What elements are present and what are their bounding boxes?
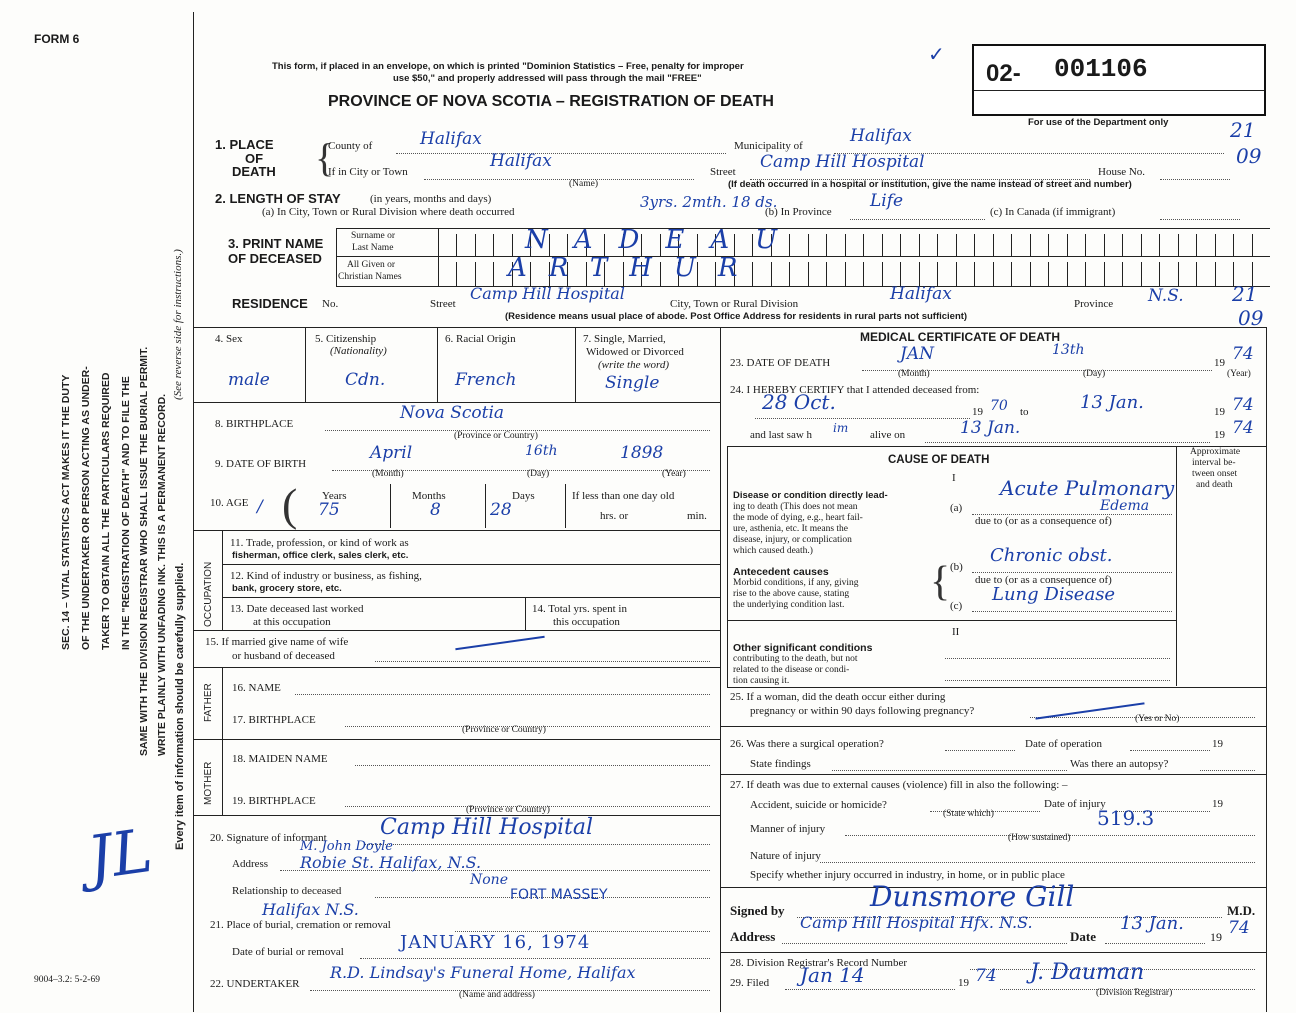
signed-yr-pre: 19	[1210, 930, 1222, 944]
last-year: 74	[1232, 418, 1254, 438]
other-1: Other significant conditions	[733, 642, 873, 654]
q25-a: 25. If a woman, did the death occur either during	[730, 691, 946, 703]
dept-code-2: 09	[1236, 144, 1262, 168]
name-caption: (Name)	[569, 179, 599, 189]
place-note: (If death occurred in a hospital or institution, give the name instead of street and number)	[728, 179, 1132, 190]
occupation-side-label: OCCUPATION	[203, 561, 214, 627]
age-months: 8	[430, 500, 441, 520]
ante-1: Antecedent causes	[733, 566, 829, 578]
hrs-label: hrs. or	[600, 510, 629, 522]
death-month: JAN	[900, 344, 934, 364]
name-cell-divider	[1104, 234, 1105, 256]
dob-year: 1898	[620, 443, 664, 463]
signed-label: Signed by	[730, 903, 785, 918]
stay-c-label: (c) In Canada (if immigrant)	[990, 206, 1116, 218]
q28-label: 28. Division Registrar's Record Number	[730, 957, 908, 969]
cause-header: CAUSE OF DEATH	[888, 454, 990, 466]
name-cell-divider	[1067, 262, 1068, 286]
q15-label-b: or husband of deceased	[232, 650, 335, 662]
side-note-6: WRITE PLAINLY WITH UNFADING INK. THIS IS A PERMANENT RECORD.	[156, 393, 168, 756]
county-value: Halifax	[420, 129, 482, 149]
min-label: min.	[687, 510, 707, 522]
dob-day: 16th	[525, 443, 558, 459]
city-value: Halifax	[490, 151, 552, 171]
from-year: 70	[990, 398, 1008, 414]
reg-caption: For use of the Department only	[1028, 117, 1169, 128]
side-note-2: OF THE UNDERTAKER OR PERSON ACTING AS UNDER-	[80, 366, 92, 650]
place-label-3: DEATH	[232, 164, 276, 179]
q26-yr: 19	[1212, 738, 1223, 750]
surname-label-2: Last Name	[352, 243, 394, 253]
ante-2: Morbid conditions, if any, giving	[733, 578, 859, 588]
due-to-2: due to (or as a consequence of)	[975, 574, 1112, 586]
name-cell-divider	[1067, 234, 1068, 256]
cause-c-label: (c)	[950, 600, 963, 612]
mother-side-label: MOTHER	[203, 761, 214, 805]
burial-place: Halifax N.S.	[262, 900, 359, 919]
burial-date-label: Date of burial or removal	[232, 946, 344, 958]
name-cell-divider	[845, 262, 846, 286]
surname-label-1: Surname or	[351, 231, 396, 241]
signed-date-label: Date	[1070, 929, 1096, 944]
informant-address: Robie St. Halifax, N.S.	[300, 853, 482, 872]
informant-address-label: Address	[232, 858, 269, 870]
name-cell-divider	[1122, 262, 1123, 286]
q23-label: 23. DATE OF DEATH	[730, 357, 831, 369]
age-brace-icon: (	[282, 479, 298, 530]
signed-date: 13 Jan.	[1120, 913, 1184, 934]
side-note-7: (See reverse side for instructions.)	[172, 249, 184, 400]
surname-value: NADEAU	[525, 225, 804, 255]
dept-code-1: 21	[1230, 118, 1256, 142]
street-label: Street	[710, 166, 736, 178]
q12-label-a: 12. Kind of industry or business, as fishing,	[230, 570, 422, 582]
q27-specify: Specify whether injury occurred in industry, in home, or in public place	[750, 869, 1065, 881]
dob-label: 9. DATE OF BIRTH	[215, 458, 307, 470]
sex-value: male	[228, 370, 270, 390]
name-cell-divider	[456, 234, 457, 256]
signed-md: M.D.	[1227, 903, 1256, 918]
name-cell-divider	[475, 262, 476, 286]
burial-date: JANUARY 16, 1974	[400, 932, 591, 953]
residence-no-label: No.	[322, 298, 339, 310]
father-caption: (Province or Country)	[462, 725, 546, 735]
municipality-label: Municipality of	[734, 140, 803, 152]
name-cell-divider	[1252, 234, 1253, 256]
years-label: Years	[322, 490, 347, 502]
dob-year-caption: (Year)	[662, 469, 686, 479]
q26-date: Date of operation	[1025, 738, 1102, 750]
mother-caption: (Province or Country)	[466, 805, 550, 815]
name-cell-divider	[826, 234, 827, 256]
citizenship-label: 5. Citizenship	[315, 333, 377, 345]
residence-label: RESIDENCE	[232, 296, 308, 311]
marital-label-2: Widowed or Divorced	[586, 346, 684, 358]
name-cell-divider	[882, 234, 883, 256]
registration-number-box	[972, 44, 1266, 116]
page-title: PROVINCE OF NOVA SCOTIA – REGISTRATION OF DEATH	[328, 93, 774, 110]
residence-street-label: Street	[430, 298, 456, 310]
citizenship-note: (Nationality)	[330, 345, 387, 357]
father-side-label: FATHER	[203, 683, 214, 722]
age-days: 28	[490, 500, 512, 520]
county-label: County of	[328, 140, 373, 152]
dash-strike	[455, 636, 544, 651]
name-cell-divider	[1215, 234, 1216, 256]
direct-3: the mode of dying, e.g., heart fail-	[733, 513, 863, 523]
name-cell-divider	[1030, 234, 1031, 256]
residence-province: N.S.	[1148, 286, 1184, 306]
side-note-8: Every item of information should be carefully supplied.	[174, 562, 186, 850]
roman-1: I	[952, 472, 956, 484]
name-cell-divider	[863, 234, 864, 256]
q27-yr: 19	[1212, 798, 1223, 810]
undertaker-value: R.D. Lindsay's Funeral Home, Halifax	[330, 963, 636, 982]
cause-a-value-2: Edema	[1100, 498, 1150, 514]
name-cell-divider	[1122, 234, 1123, 256]
q27-manner: Manner of injury	[750, 823, 826, 835]
check-mark-icon: ✓	[928, 44, 945, 66]
residence-province-label: Province	[1074, 298, 1114, 310]
signed-signature: Dunsmore Gill	[870, 880, 1075, 913]
handwritten-initials: JL	[83, 815, 157, 895]
dept-code-3: 21	[1232, 282, 1258, 306]
informant-sub: M. John Doyle	[300, 839, 393, 854]
q29-yr-pre: 19	[958, 977, 969, 989]
cause-b-value: Chronic obst.	[990, 545, 1113, 566]
age-tick-icon: /	[257, 497, 263, 517]
q25-caption: (Yes or No)	[1135, 714, 1180, 724]
days-label: Days	[512, 490, 535, 502]
side-note-5: SAME WITH THE DIVISION REGISTRAR WHO SHALL ISSUE THE BURIAL PERMIT.	[138, 346, 150, 756]
name-cell-divider	[900, 262, 901, 286]
under-day-label: If less than one day old	[572, 490, 675, 502]
last-year-pre: 19	[1214, 429, 1225, 441]
father-bp-label: 17. BIRTHPLACE	[232, 714, 316, 726]
q12-label-b: bank, grocery store, etc.	[232, 583, 342, 594]
cause-c-value: Lung Disease	[992, 584, 1116, 605]
mother-maiden-label: 18. MAIDEN NAME	[232, 753, 328, 765]
ante-3: rise to the above cause, stating	[733, 589, 850, 599]
q24-label: 24. I HEREBY CERTIFY that I attended deceased from:	[730, 384, 980, 396]
q26-autopsy: Was there an autopsy?	[1070, 758, 1169, 770]
side-note-3: TAKER TO OBTAIN ALL THE PARTICULARS REQUIRED	[100, 372, 112, 650]
signed-yr: 74	[1228, 918, 1250, 938]
name-label-1: 3. PRINT NAME	[228, 236, 324, 251]
sex-label: 4. Sex	[215, 333, 243, 345]
name-cell-divider	[1159, 234, 1160, 256]
residence-city-label: City, Town or Rural Division	[670, 298, 799, 310]
name-cell-divider	[789, 262, 790, 286]
name-cell-divider	[493, 262, 494, 286]
name-cell-divider	[1233, 234, 1234, 256]
marital-label-3: (write the word)	[598, 359, 670, 371]
q29-label: 29. Filed	[730, 977, 770, 989]
name-cell-divider	[937, 234, 938, 256]
dob-day-caption: (Day)	[527, 469, 550, 479]
cause-a-value: Acute Pulmonary	[1000, 476, 1175, 500]
to-year-pre: 19	[1214, 406, 1225, 418]
name-cell-divider	[937, 262, 938, 286]
mailing-notice-2: use $50," and properly addressed will pass through the mail "FREE"	[393, 73, 702, 84]
q26-a: 26. Was there a surgical operation?	[730, 738, 884, 750]
citizenship-value: Cdn.	[345, 370, 386, 390]
q27-nature: Nature of injury	[750, 850, 821, 862]
direct-6: which caused death.)	[733, 546, 813, 556]
dob-month: April	[370, 443, 413, 463]
to-year: 74	[1232, 395, 1254, 415]
race-label: 6. Racial Origin	[445, 333, 516, 345]
other-2: contributing to the death, but not	[733, 654, 858, 664]
name-cell-divider	[1159, 262, 1160, 286]
q26-findings: State findings	[750, 758, 811, 770]
other-4: tion causing it.	[733, 676, 790, 686]
name-cell-divider	[771, 262, 772, 286]
house-label: House No.	[1098, 166, 1146, 178]
name-cell-divider	[826, 262, 827, 286]
given-label-2: Christian Names	[338, 272, 402, 282]
name-cell-divider	[993, 262, 994, 286]
name-cell-divider	[1085, 262, 1086, 286]
relationship-label: Relationship to deceased	[232, 885, 342, 897]
name-cell-divider	[1196, 234, 1197, 256]
mailing-notice-1: This form, if placed in an envelope, on which is printed "Dominion Statistics – Free, penalty for improper	[272, 61, 744, 72]
name-cell-divider	[956, 234, 957, 256]
death-day-caption: (Day)	[1083, 369, 1106, 379]
name-cell-divider	[919, 262, 920, 286]
q27-code: 519.3	[1097, 806, 1155, 830]
name-cell-divider	[1104, 262, 1105, 286]
name-cell-divider	[1048, 262, 1049, 286]
residence-street: Camp Hill Hospital	[470, 284, 625, 303]
name-cell-divider	[1178, 262, 1179, 286]
burial-place-2: FORT MASSEY	[510, 887, 608, 903]
name-cell-divider	[1141, 234, 1142, 256]
name-cell-divider	[1215, 262, 1216, 286]
reg-number: 001106	[1054, 54, 1148, 84]
last-date: 13 Jan.	[960, 418, 1021, 438]
due-to-1: due to (or as a consequence of)	[975, 515, 1112, 527]
signed-address: Camp Hill Hospital Hfx. N.S.	[800, 913, 1033, 932]
stay-label: 2. LENGTH OF STAY	[215, 191, 341, 206]
stay-b-label: (b) In Province	[765, 206, 832, 218]
q29-yr: 74	[975, 966, 997, 986]
dob-month-caption: (Month)	[372, 469, 404, 479]
name-cell-divider	[974, 262, 975, 286]
stay-a-value: 3yrs. 2mth. 18 ds.	[640, 193, 778, 211]
death-year: 74	[1232, 344, 1254, 364]
informant-sig-label: 20. Signature of informant	[210, 832, 327, 844]
municipality-value: Halifax	[850, 126, 912, 146]
street-value: Camp Hill Hospital	[760, 152, 925, 172]
direct-2: ing to death (This does not mean	[733, 502, 858, 512]
form-code: 9004–3.2: 5-2-69	[34, 975, 100, 985]
side-note-4: IN THE "REGISTRATION OF DEATH" AND TO FILE THE	[120, 376, 132, 650]
birthplace-caption: (Province or Country)	[454, 431, 538, 441]
q14-label-a: 14. Total yrs. spent in	[532, 603, 627, 615]
death-day: 13th	[1052, 342, 1085, 358]
name-label-2: OF DECEASED	[228, 251, 322, 266]
name-cell-divider	[1085, 234, 1086, 256]
to-label: to	[1020, 406, 1029, 418]
to-date: 13 Jan.	[1080, 392, 1144, 413]
name-cell-divider	[882, 262, 883, 286]
stay-b-value: Life	[870, 191, 904, 211]
side-note-1: SEC. 14 – VITAL STATISTICS ACT MAKES IT THE DUTY	[60, 374, 72, 650]
other-3: related to the disease or condi-	[733, 665, 850, 675]
signed-address-label: Address	[730, 929, 776, 944]
interval-1: Approximate	[1190, 447, 1241, 457]
name-cell-divider	[919, 234, 920, 256]
relationship-value: None	[470, 872, 508, 888]
death-year-pre: 19	[1214, 357, 1225, 369]
reg-prefix: 02-	[986, 60, 1021, 87]
q29-registrar: J. Dauman	[1030, 960, 1145, 985]
name-cell-divider	[1011, 234, 1012, 256]
direct-4: ure, asthenia, etc. It means the	[733, 524, 849, 534]
q27-state: (State which)	[943, 809, 994, 819]
q15-label-a: 15. If married give name of wife	[205, 636, 349, 648]
cause-brace-icon: {	[930, 559, 951, 605]
roman-2: II	[952, 626, 960, 638]
name-cell-divider	[993, 234, 994, 256]
name-cell-divider	[1048, 234, 1049, 256]
q27-a: 27. If death was due to external causes (violence) fill in also the following: –	[730, 779, 1068, 791]
age-label: 10. AGE	[210, 497, 249, 509]
marital-label-1: 7. Single, Married,	[583, 333, 666, 345]
name-cell-divider	[1196, 262, 1197, 286]
from-date: 28 Oct.	[762, 390, 836, 414]
ante-4: the underlying condition last.	[733, 600, 845, 610]
name-cell-divider	[900, 234, 901, 256]
direct-5: disease, injury, or complication	[733, 535, 852, 545]
death-year-caption: (Year)	[1227, 369, 1251, 379]
name-cell-divider	[1141, 262, 1142, 286]
undertaker-label: 22. UNDERTAKER	[210, 978, 300, 990]
birthplace-label: 8. BIRTHPLACE	[215, 418, 294, 430]
undertaker-caption: (Name and address)	[459, 990, 535, 1000]
father-name-label: 16. NAME	[232, 682, 281, 694]
informant-signature: Camp Hill Hospital	[380, 815, 594, 840]
q27-how: (How sustained)	[1008, 833, 1071, 843]
name-cell-divider	[808, 234, 809, 256]
given-label-1: All Given or	[347, 260, 396, 270]
name-cell-divider	[845, 234, 846, 256]
alive-on-label: alive on	[870, 429, 906, 441]
direct-1: Disease or condition directly lead-	[733, 490, 888, 501]
from-year-pre: 19	[972, 406, 983, 418]
place-label-2: OF	[245, 151, 264, 166]
stay-a-label: (a) In City, Town or Rural Division where death occurred	[262, 206, 515, 218]
cause-a-label: (a)	[950, 502, 963, 514]
stay-note: (in years, months and days)	[370, 193, 492, 205]
q29-date: Jan 14	[800, 963, 865, 987]
interval-4: and death	[1196, 480, 1233, 490]
name-cell-divider	[1011, 262, 1012, 286]
q11-label-b: fisherman, office clerk, sales clerk, etc.	[232, 550, 409, 561]
months-label: Months	[412, 490, 446, 502]
interval-3: tween onset	[1192, 469, 1238, 479]
name-cell-divider	[475, 234, 476, 256]
name-cell-divider	[456, 262, 457, 286]
age-years: 75	[318, 500, 340, 520]
name-cell-divider	[808, 262, 809, 286]
medical-header: MEDICAL CERTIFICATE OF DEATH	[860, 330, 1060, 344]
form-label: FORM 6	[34, 32, 80, 46]
q14-label-b: this occupation	[553, 616, 620, 628]
brace-icon: {	[315, 135, 335, 180]
residence-note: (Residence means usual place of abode. Post Office Address for residents in rural parts not sufficient)	[505, 311, 968, 322]
cause-b-label: (b)	[950, 561, 963, 573]
q13-label-a: 13. Date deceased last worked	[230, 603, 364, 615]
mother-bp-label: 19. BIRTHPLACE	[232, 795, 316, 807]
name-cell-divider	[493, 234, 494, 256]
place-label-1: 1. PLACE	[215, 137, 274, 152]
q13-label-b: at this occupation	[253, 616, 331, 628]
name-cell-divider	[863, 262, 864, 286]
last-saw-label: and last saw h	[750, 429, 813, 441]
residence-city: Halifax	[890, 284, 952, 304]
q27-injury-date: Date of injury	[1044, 798, 1106, 810]
last-saw-value: im	[833, 421, 849, 435]
q25-b: pregnancy or within 90 days following pregnancy?	[750, 705, 975, 717]
given-value: ARTHUR	[508, 253, 760, 283]
race-value: French	[455, 370, 517, 390]
marital-value: Single	[605, 373, 660, 393]
death-month-caption: (Month)	[898, 369, 930, 379]
dept-code-4: 09	[1238, 306, 1264, 330]
q29-caption: (Division Registrar)	[1096, 988, 1173, 998]
birthplace-value: Nova Scotia	[400, 403, 505, 423]
name-cell-divider	[974, 234, 975, 256]
name-cell-divider	[956, 262, 957, 286]
interval-2: interval be-	[1192, 458, 1236, 468]
name-cell-divider	[1030, 262, 1031, 286]
q11-label-a: 11. Trade, profession, or kind of work as	[230, 537, 409, 549]
name-cell-divider	[1178, 234, 1179, 256]
q27-accident: Accident, suicide or homicide?	[750, 799, 887, 811]
burial-place-label: 21. Place of burial, cremation or removal	[210, 919, 391, 931]
city-label: If in City or Town	[328, 166, 408, 178]
